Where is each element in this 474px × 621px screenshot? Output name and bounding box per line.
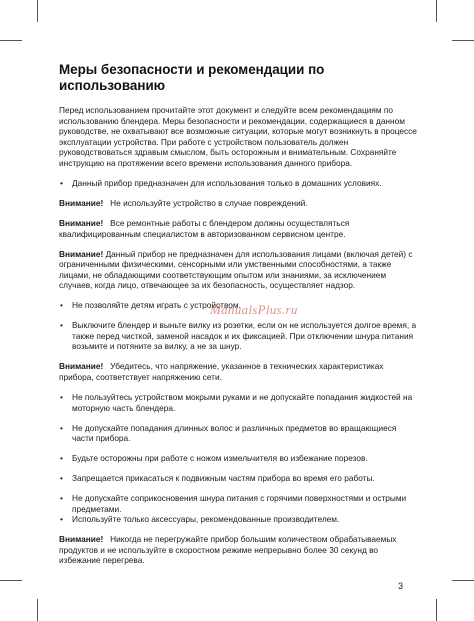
warning-text: Никогда не перегружайте прибор большим количеством обрабатываемых продуктов и не используйте в скоростном режиме непрерывно более 30 секунд во избежание перегрева. <box>59 534 397 566</box>
warning-text: Данный прибор не предназначен для использования лицами (включая детей) с ограниченными физическими, сенсорными или умственными способностями, а также лицами, не обладающими соответствующим опытом или знаниями, за исключением случаев, когда лицо, отвечающее за их безопасность, осуществляет надзор. <box>59 248 413 291</box>
intro-paragraph: Перед использованием прочитайте этот документ и следуйте всем рекомендациям по использованию блендера. Меры безопасности и рекомендации, содержащиеся в данном руководстве, не охватывают все возможные ситуации, которые могут возникнуть в процессе эксплуатации устройства. При работе с устройством пользователь должен руководствоваться здравым смыслом, быть осторожным и внимательным. Сохраняйте инструкцию на протяжении всего времени использования данного прибора. <box>59 105 417 168</box>
crop-mark-bottom-right <box>436 599 437 621</box>
bullet-accessories: • Используйте только аксессуары, рекомендованные производителем. <box>59 514 419 525</box>
bullet-moving-parts: • Запрещается прикасаться к подвижным частям прибора во время его работы. <box>59 473 419 484</box>
bullet-children: • Не позволяйте детям играть с устройством. <box>59 300 419 311</box>
crop-mark-bottom-left <box>37 599 38 621</box>
warning-persons <box>59 249 419 291</box>
warning-label: Внимание! <box>59 248 104 259</box>
warning-text: Убедитесь, что напряжение, указанное в технических характеристиках прибора, соответствует напряжению сети. <box>59 361 384 383</box>
bullet-power-cord: • Не допускайте соприкосновения шнура питания с горячими поверхностями и острыми предметами. <box>59 493 419 514</box>
warning-overload <box>59 534 419 566</box>
crop-mark-right-top <box>452 40 474 41</box>
page-title: Меры безопасности и рекомендации по использованию <box>59 62 325 93</box>
crop-mark-top-right <box>436 0 437 22</box>
warning-repair <box>59 218 419 239</box>
crop-mark-right-bottom <box>452 580 474 581</box>
warning-label: Внимание! <box>59 534 104 545</box>
warning-label: Внимание! <box>59 217 104 228</box>
bullet-hair: • Не допускайте попадания длинных волос и различных предметов во вращающиеся части прибора. <box>59 423 419 444</box>
warning-label: Внимание! <box>59 361 104 372</box>
bullet-wet-hands: • Не пользуйтесь устройством мокрыми руками и не допускайте попадания жидкостей на моторную часть блендера. <box>59 392 419 413</box>
crop-mark-top-left <box>37 0 38 22</box>
warning-text: Все ремонтные работы с блендером должны осуществляться квалифицированным специалистом в авторизованном сервисном центре. <box>59 217 350 239</box>
crop-mark-left-top <box>0 40 22 41</box>
page-number: 3 <box>398 581 404 591</box>
bullet-home-use: • Данный прибор предназначен для использования только в домашних условиях. <box>59 178 419 189</box>
document-page <box>59 62 419 575</box>
watermark: ManualsPlus.ru <box>210 302 298 317</box>
warning-voltage <box>59 361 419 382</box>
crop-mark-left-bottom <box>0 580 22 581</box>
bullet-knife: • Будьте осторожны при работе с ножом измельчителя во избежание порезов. <box>59 453 419 464</box>
bullet-unplug: • Выключите блендер и выньте вилку из розетки, если он не используется долгое время, а также перед чисткой, заменой насадок и их фиксацией. При отключении шнура питания возьмите и потяните за вилку, а не за шнур. <box>59 320 419 352</box>
warning-damage <box>59 198 419 209</box>
warning-label: Внимание! <box>59 197 104 208</box>
warning-text: Не используйте устройство в случае повреждений. <box>110 197 308 208</box>
